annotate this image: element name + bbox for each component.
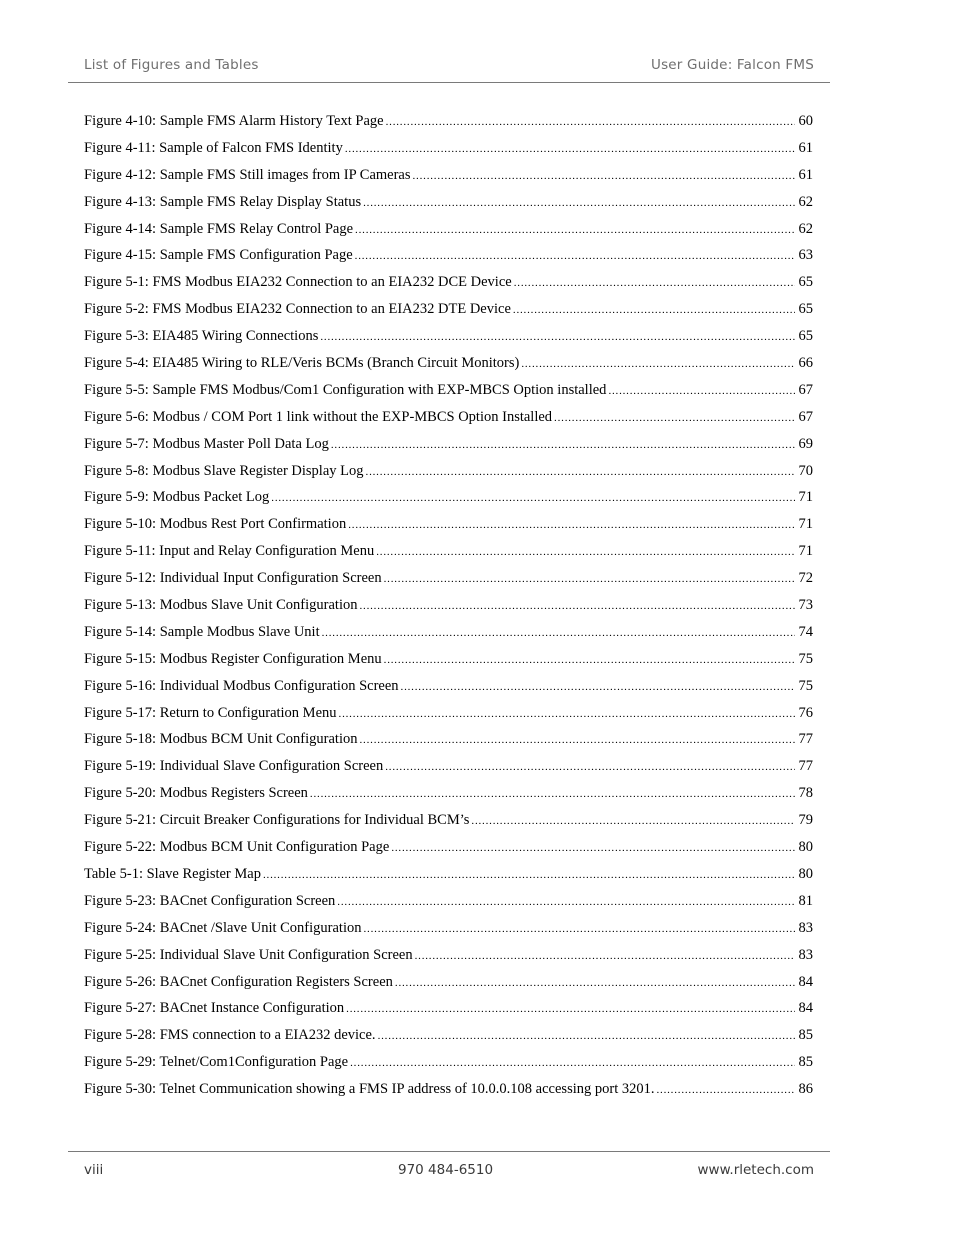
toc-entry-label: Figure 5-18: Modbus BCM Unit Configuration — [84, 731, 358, 748]
toc-entry-page: 74 — [798, 623, 813, 640]
dot-leader — [310, 783, 795, 805]
toc-entry[interactable] — [84, 836, 813, 863]
toc-entry-label: Figure 5-9: Modbus Packet Log — [84, 489, 270, 506]
toc-entry-label: Figure 5-4: EIA485 Wiring to RLE/Veris BCMs (Branch Circuit Monitors) — [84, 355, 520, 372]
toc-entry-label: Figure 5-20: Modbus Registers Screen — [84, 785, 308, 802]
toc-entry[interactable] — [84, 782, 813, 809]
dot-leader — [514, 272, 795, 294]
toc-entry-page: 85 — [798, 1054, 813, 1071]
toc-entry-page: 62 — [798, 193, 813, 210]
dot-leader — [359, 595, 794, 617]
toc-entry-page: 76 — [798, 704, 813, 721]
toc-entry-page: 67 — [798, 408, 813, 425]
toc-entry-page: 83 — [798, 919, 813, 936]
dot-leader — [554, 407, 794, 429]
toc-entry-page: 69 — [798, 435, 813, 452]
toc-entry-label: Figure 4-13: Sample FMS Relay Display Status — [84, 193, 362, 210]
dot-leader — [385, 756, 794, 778]
dot-leader — [263, 864, 795, 886]
toc-entry-page: 75 — [798, 650, 813, 667]
toc-entry[interactable] — [84, 621, 813, 648]
toc-entry-label: Figure 5-21: Circuit Breaker Configurations for Individual BCM’s — [84, 812, 470, 829]
toc-entry-page: 61 — [798, 139, 813, 156]
toc-entry[interactable] — [84, 298, 813, 325]
toc-entry-page: 80 — [798, 839, 813, 856]
toc-entry-page: 85 — [798, 1027, 813, 1044]
toc-entry[interactable] — [84, 890, 813, 917]
toc-entry[interactable] — [84, 997, 813, 1024]
dot-leader — [384, 649, 795, 671]
toc-entry[interactable] — [84, 352, 813, 379]
toc-entry[interactable] — [84, 244, 813, 271]
toc-entry-label: Figure 5-13: Modbus Slave Unit Configuration — [84, 597, 358, 614]
dot-leader — [513, 299, 795, 321]
toc-entry[interactable] — [84, 325, 813, 352]
dot-leader — [521, 353, 794, 375]
toc-entry-label: Figure 5-26: BACnet Configuration Registers Screen — [84, 973, 393, 990]
toc-entry-label: Figure 5-6: Modbus / COM Port 1 link without the EXP-MBCS Option Installed — [84, 408, 553, 425]
toc-entry[interactable] — [84, 944, 813, 971]
toc-entry[interactable] — [84, 271, 813, 298]
header-document-title: User Guide: Falcon FMS — [650, 57, 814, 73]
dot-leader — [355, 245, 795, 267]
dot-leader — [386, 111, 795, 133]
toc-entry-label: Figure 5-27: BACnet Instance Configuration — [84, 1000, 345, 1017]
toc-entry[interactable] — [84, 406, 813, 433]
header-section-title: List of Figures and Tables — [84, 57, 259, 73]
toc-entry-label: Figure 5-16: Individual Modbus Configuration Screen — [84, 677, 399, 694]
page-footer — [68, 1151, 830, 1182]
toc-entry[interactable] — [84, 809, 813, 836]
toc-entry-page: 84 — [798, 1000, 813, 1017]
dot-leader — [360, 729, 795, 751]
toc-entry-label: Figure 5-5: Sample FMS Modbus/Com1 Configuration with EXP-MBCS Option installed — [84, 381, 607, 398]
toc-entry[interactable] — [84, 218, 813, 245]
dot-leader — [348, 514, 794, 536]
dot-leader — [608, 380, 794, 402]
toc-entry-label: Figure 5-11: Input and Relay Configuration Menu — [84, 543, 375, 560]
dot-leader — [339, 703, 795, 725]
toc-entry-label: Figure 5-25: Individual Slave Unit Configuration Screen — [84, 946, 413, 963]
dot-leader — [401, 676, 795, 698]
dot-leader — [656, 1079, 794, 1101]
dot-leader — [413, 165, 795, 187]
toc-entry-label: Figure 5-1: FMS Modbus EIA232 Connection to an EIA232 DCE Device — [84, 274, 512, 291]
toc-entry-label: Figure 4-12: Sample FMS Still images from IP Cameras — [84, 166, 411, 183]
toc-entry-label: Figure 5-7: Modbus Master Poll Data Log — [84, 435, 329, 452]
toc-entry-page: 61 — [798, 166, 813, 183]
toc-entry-page: 77 — [798, 731, 813, 748]
toc-entry-label: Figure 5-24: BACnet /Slave Unit Configuration — [84, 919, 362, 936]
dot-leader — [346, 998, 794, 1020]
toc-entry-label: Figure 5-19: Individual Slave Configuration Screen — [84, 758, 384, 775]
toc-entry-label: Figure 5-15: Modbus Register Configuration Menu — [84, 650, 382, 667]
toc-entry-page: 73 — [798, 597, 813, 614]
toc-entry-page: 65 — [798, 274, 813, 291]
toc-entry-page: 81 — [798, 892, 813, 909]
toc-entry-page: 71 — [798, 489, 813, 506]
toc-entry-page: 77 — [798, 758, 813, 775]
toc-entry-page: 65 — [798, 328, 813, 345]
dot-leader — [384, 568, 795, 590]
toc-entry[interactable] — [84, 433, 813, 460]
dot-leader — [331, 434, 795, 456]
toc-entry-label: Figure 5-2: FMS Modbus EIA232 Connection to an EIA232 DTE Device — [84, 301, 511, 318]
dot-leader — [395, 972, 795, 994]
toc-entry-label: Figure 5-14: Sample Modbus Slave Unit — [84, 623, 320, 640]
toc-entry-label: Figure 5-8: Modbus Slave Register Display Log — [84, 462, 364, 479]
toc-entry-page: 83 — [798, 946, 813, 963]
toc-entry-page: 84 — [798, 973, 813, 990]
dot-leader — [391, 837, 794, 859]
dot-leader — [322, 622, 795, 644]
dot-leader — [471, 810, 794, 832]
toc-entry[interactable] — [84, 137, 813, 164]
dot-leader — [415, 945, 795, 967]
dot-leader — [366, 461, 795, 483]
toc-entry-page: 67 — [798, 381, 813, 398]
toc-entry-page: 80 — [798, 865, 813, 882]
toc-entry[interactable] — [84, 567, 813, 594]
list-of-figures — [84, 110, 813, 1105]
toc-entry-label: Figure 5-30: Telnet Communication showing a FMS IP address of 10.0.0.108 accessing port 3201. — [84, 1081, 655, 1098]
toc-entry[interactable] — [84, 755, 813, 782]
toc-entry-page: 75 — [798, 677, 813, 694]
toc-entry-label: Figure 5-10: Modbus Rest Port Confirmation — [84, 516, 347, 533]
toc-entry[interactable] — [84, 513, 813, 540]
toc-entry[interactable] — [84, 110, 813, 137]
toc-entry[interactable] — [84, 971, 813, 998]
toc-entry-label: Figure 5-29: Telnet/Com1Configuration Page — [84, 1054, 349, 1071]
toc-entry-label: Figure 5-23: BACnet Configuration Screen — [84, 892, 336, 909]
toc-entry[interactable] — [84, 594, 813, 621]
toc-entry[interactable] — [84, 191, 813, 218]
toc-entry-page: 72 — [798, 570, 813, 587]
toc-entry-page: 65 — [798, 301, 813, 318]
toc-entry-label: Figure 4-11: Sample of Falcon FMS Identity — [84, 139, 343, 156]
toc-entry-page: 70 — [798, 462, 813, 479]
toc-entry-page: 60 — [798, 113, 813, 129]
toc-entry[interactable] — [84, 164, 813, 191]
toc-entry[interactable] — [84, 1024, 813, 1051]
toc-entry-label: Figure 4-15: Sample FMS Configuration Page — [84, 247, 353, 264]
toc-entry-page: 79 — [798, 812, 813, 829]
toc-entry[interactable] — [84, 460, 813, 487]
toc-entry[interactable] — [84, 675, 813, 702]
toc-entry[interactable] — [84, 648, 813, 675]
website-link[interactable]: www.rletech.com — [697, 1162, 814, 1178]
toc-entry-page: 86 — [798, 1081, 813, 1098]
phone-number: 970 484-6510 — [398, 1162, 494, 1178]
page-header — [68, 56, 830, 83]
toc-entry[interactable] — [84, 486, 813, 513]
toc-entry-label: Figure 5-28: FMS connection to a EIA232 device. — [84, 1027, 376, 1044]
toc-entry-label: Table 5-1: Slave Register Map — [84, 865, 261, 882]
toc-entry[interactable] — [84, 1078, 813, 1105]
dot-leader — [271, 487, 794, 509]
page-number: viii — [84, 1162, 104, 1178]
dot-leader — [364, 918, 795, 940]
toc-entry-page: 71 — [798, 543, 813, 560]
toc-entry-label: Figure 4-14: Sample FMS Relay Control Page — [84, 220, 354, 237]
toc-entry[interactable] — [84, 1051, 813, 1078]
dot-leader — [355, 219, 794, 241]
dot-leader — [337, 891, 794, 913]
toc-entry-page: 78 — [798, 785, 813, 802]
toc-entry-page: 63 — [798, 247, 813, 264]
toc-entry-page: 66 — [798, 355, 813, 372]
toc-entry-label: Figure 5-12: Individual Input Configuration Screen — [84, 570, 382, 587]
toc-entry-page: 62 — [798, 220, 813, 237]
toc-entry[interactable] — [84, 702, 813, 729]
toc-entry[interactable] — [84, 863, 813, 890]
dot-leader — [363, 192, 794, 214]
dot-leader — [345, 138, 795, 160]
toc-entry[interactable] — [84, 540, 813, 567]
toc-entry-label: Figure 5-17: Return to Configuration Menu — [84, 704, 337, 721]
toc-entry[interactable] — [84, 917, 813, 944]
dot-leader — [350, 1052, 794, 1074]
dot-leader — [378, 1025, 795, 1047]
toc-entry[interactable] — [84, 379, 813, 406]
dot-leader — [376, 541, 794, 563]
dot-leader — [320, 326, 794, 348]
toc-entry[interactable] — [84, 728, 813, 755]
toc-entry-label: Figure 4-10: Sample FMS Alarm History Text Page — [84, 113, 384, 129]
toc-entry-label: Figure 5-22: Modbus BCM Unit Configuration Page — [84, 839, 390, 856]
toc-entry-page: 71 — [798, 516, 813, 533]
toc-entry-label: Figure 5-3: EIA485 Wiring Connections — [84, 328, 319, 345]
